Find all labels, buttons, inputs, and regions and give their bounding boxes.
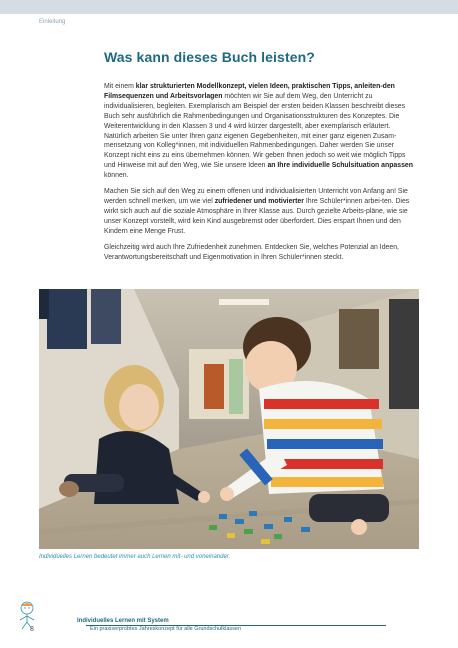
section-label: Einleitung (39, 19, 66, 25)
page-number: 8 (30, 626, 34, 633)
paragraph-1 (104, 82, 418, 181)
classroom-photo (39, 289, 419, 549)
footer-book-subtitle: Ein praxiserprobtes Jahreskonzept für alle Grundschulklassen (90, 626, 242, 632)
bold-phrase: zufriedener und motivierter (214, 197, 304, 205)
text-run: können. (104, 172, 129, 180)
bold-phrase: klar strukturierten Modellkonzept, vielen Ideen, praktischen Tipps, anleiten-den Filmsequenzen und Arbeitsvorlagen (104, 83, 395, 100)
text-run: Ihre Schüler*innen arbei-ten. Dies wirkt sich auch auf die soziale Atmosphäre in Ihrer Klasse aus. Durch gezielte Arbeits-pläne, wie sie unser Konzept vorstellt, wird kein Kind ausgebremst oder überfordert. Dies erspart Ihnen und den Kindern eine Menge Frust. (104, 197, 410, 235)
page-title: Was kann dieses Buch leisten? (104, 49, 315, 65)
top-bar (0, 0, 458, 14)
paragraph-2 (104, 187, 418, 237)
footer-book-title: Individuelles Lernen mit System (77, 618, 169, 624)
text-run: Gleichzeitig wird auch Ihre Zufriedenheit zunehmen. Entdecken Sie, welches Potenzial an Ideen, Verantwortungsbereitschaft und Eigenmotivation in Ihren Schüler*innen steckt. (104, 243, 399, 261)
text-run: möchten wir Sie auf dem Weg, den Unterricht zu individualisieren, begleiten. Exemplarisch am Beispiel der ersten beiden Klassen beschreibt dieses Buch sehr ausführlich die Rahmenbedingungen und Organisationsstrukturen des Konzeptes. Die Weiterentwicklung in den Klassen 3 und 4 wird kürzer dargestellt, aber exemplarisch erläutert. Natürlich arbeiten Sie unter Ihren ganz eigenen Gegebenheiten, mit einer ganz eigenen Zusam-mensetzung von Kolleg*innen, mit individuellen Rahmenbedingungen. Daher werden Sie unser Konzept nicht eins zu eins übernehmen können. Wir geben Ihnen jedoch so weit wie möglich Tipps und Hinweise mit auf den Weg, wie Sie unsere Ideen (104, 92, 406, 170)
text-run: Machen Sie sich auf den Weg zu einem offenen und individualisierten Unterricht von Anfang an! Sie werden schnell merken, um wie viel (104, 188, 408, 205)
mascot-logo (14, 600, 40, 630)
body-text (104, 82, 418, 268)
photo-caption: Individuelles Lernen bedeutet immer auch Lernen mit- und voneinander. (39, 554, 231, 560)
bold-phrase: an Ihre individuelle Schulsituation anpassen (267, 162, 413, 170)
photo-illustration (39, 289, 419, 549)
text-run: Mit einem (104, 83, 136, 90)
paragraph-3 (104, 243, 418, 263)
child-mascot-icon (14, 600, 40, 630)
